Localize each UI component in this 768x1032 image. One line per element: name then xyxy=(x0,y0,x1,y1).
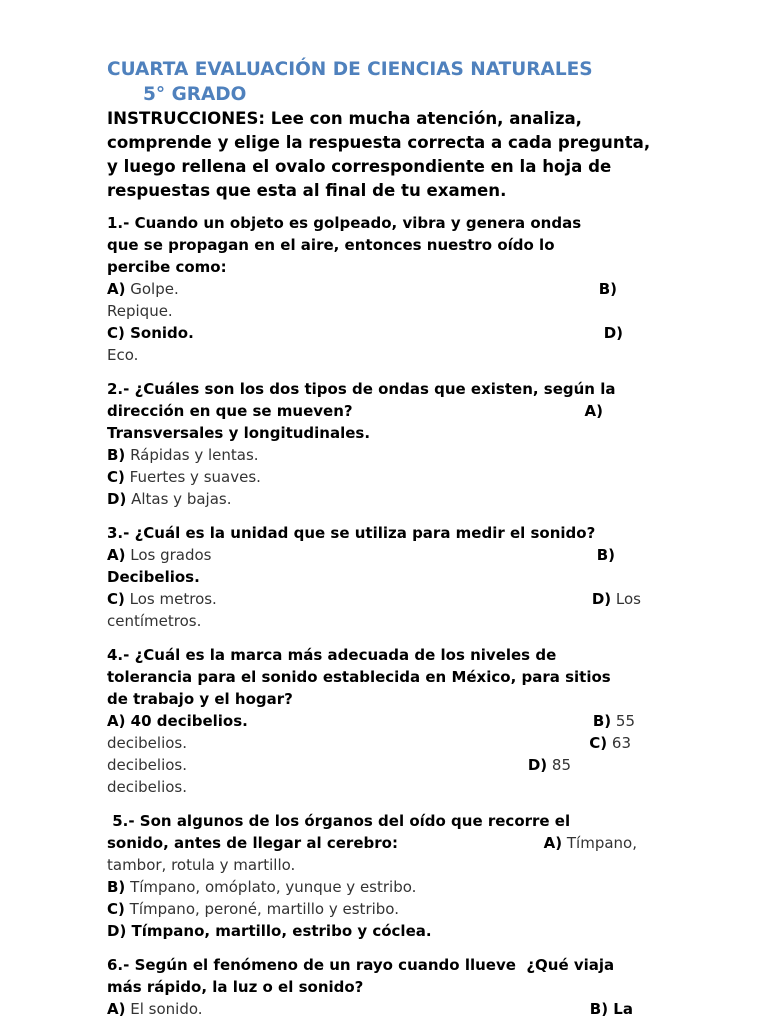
option-b-text[interactable]: Decibelios. xyxy=(107,568,200,586)
question-5-line-2: sonido, antes de llegar al cerebro: xyxy=(107,834,398,852)
exam-title xyxy=(107,56,663,107)
option-d-text: 85 xyxy=(551,756,571,774)
option-a-letter: A) xyxy=(107,280,126,298)
option-row xyxy=(107,732,663,754)
option-row xyxy=(107,400,663,422)
option-c-letter: C) xyxy=(107,590,125,608)
option-a-text: Los grados xyxy=(130,546,212,564)
option-d-unit[interactable]: decibelios. xyxy=(107,778,188,796)
option-d-letter: D) xyxy=(107,490,127,508)
option-b-text: Rápidas y lentas. xyxy=(130,446,259,464)
option-row xyxy=(107,998,663,1020)
option-a-text-cont[interactable]: tambor, rotula y martillo. xyxy=(107,856,296,874)
question-5 xyxy=(107,810,663,942)
question-6-line-2: más rápido, la luz o el sonido? xyxy=(107,978,364,996)
question-6 xyxy=(107,954,663,1020)
option-a-letter: A) xyxy=(543,834,563,852)
option-a-letter[interactable]: A) xyxy=(584,402,603,420)
option-b-letter: B) xyxy=(107,878,126,896)
option-a-text: Golpe. xyxy=(130,280,179,298)
option-d-letter: D) xyxy=(591,590,612,608)
option-b-text[interactable]: Repique. xyxy=(107,302,173,320)
option-c-text: Sonido. xyxy=(130,324,194,342)
option-c-unit[interactable]: decibelios. xyxy=(107,756,188,774)
option-a-letter: A) xyxy=(107,1000,126,1018)
question-1-line-1: 1.- Cuando un objeto es golpeado, vibra y genera ondas xyxy=(107,214,582,232)
option-b-letter[interactable]: B) xyxy=(596,546,615,564)
exam-page xyxy=(107,56,663,1032)
option-b[interactable] xyxy=(593,710,635,732)
option-c-letter: C) xyxy=(589,734,608,752)
option-c[interactable] xyxy=(107,898,663,920)
question-4 xyxy=(107,644,663,798)
option-d-letter: D) xyxy=(527,756,548,774)
question-4-line-2: tolerancia para el sonido establecida en México, para sitios xyxy=(107,668,611,686)
option-a[interactable] xyxy=(544,832,637,854)
option-c[interactable] xyxy=(589,732,631,754)
option-d[interactable] xyxy=(592,588,641,610)
option-c-letter: C) xyxy=(107,468,125,486)
option-b-letter: B) xyxy=(592,712,612,730)
question-1 xyxy=(107,212,663,366)
option-c-text: Tímpano, peroné, martillo y estribo. xyxy=(129,900,399,918)
option-d[interactable] xyxy=(528,754,571,776)
option-a[interactable] xyxy=(107,998,203,1020)
question-2-line-2: dirección en que se mueven? xyxy=(107,402,353,420)
option-d-text-cont[interactable]: centímetros. xyxy=(107,612,202,630)
question-3-line-1: 3.- ¿Cuál es la unidad que se utiliza para medir el sonido? xyxy=(107,524,596,542)
option-b-unit[interactable]: decibelios. xyxy=(107,734,188,752)
option-d-text: Los xyxy=(615,590,641,608)
title-line-2: 5° GRADO xyxy=(143,84,247,105)
option-row xyxy=(107,544,663,566)
option-row xyxy=(107,832,663,854)
option-c[interactable] xyxy=(107,322,194,344)
title-line-1: CUARTA EVALUACIÓN DE CIENCIAS NATURALES xyxy=(107,59,593,80)
option-b[interactable] xyxy=(107,876,663,898)
question-3 xyxy=(107,522,663,632)
question-6-line-1: 6.- Según el fenómeno de un rayo cuando llueve ¿Qué viaja xyxy=(107,956,615,974)
option-row xyxy=(107,710,663,732)
option-b-text: 55 xyxy=(615,712,635,730)
option-c-text: Los metros. xyxy=(129,590,217,608)
option-a-letter: A) xyxy=(107,546,126,564)
option-d-text[interactable]: Eco. xyxy=(107,346,139,364)
option-d-text: Altas y bajas. xyxy=(131,490,232,508)
option-a[interactable] xyxy=(107,544,212,566)
option-b[interactable] xyxy=(107,444,663,466)
option-c-text: 63 xyxy=(611,734,631,752)
option-a[interactable]: A) 40 decibelios. xyxy=(107,712,248,730)
question-1-line-3: percibe como: xyxy=(107,258,227,276)
option-b-text: Tímpano, omóplato, yunque y estribo. xyxy=(130,878,417,896)
option-a-text[interactable]: Transversales y longitudinales. xyxy=(107,424,371,442)
option-c-letter: C) xyxy=(107,324,125,342)
option-d[interactable]: D) Tímpano, martillo, estribo y cóclea. xyxy=(107,922,432,940)
question-2-line-1: 2.- ¿Cuáles son los dos tipos de ondas que existen, según la xyxy=(107,380,616,398)
question-5-line-1: 5.- Son algunos de los órganos del oído que recorre el xyxy=(107,812,571,830)
option-c-text: Fuertes y suaves. xyxy=(129,468,261,486)
option-row xyxy=(107,322,663,344)
option-a[interactable] xyxy=(107,278,179,300)
option-c[interactable] xyxy=(107,588,217,610)
option-b-letter[interactable]: B) xyxy=(598,280,617,298)
option-d-letter[interactable]: D) xyxy=(603,324,623,342)
option-d[interactable] xyxy=(107,488,663,510)
option-c-letter: C) xyxy=(107,900,125,918)
question-4-line-3: de trabajo y el hogar? xyxy=(107,690,293,708)
option-row xyxy=(107,588,663,610)
question-4-line-1: 4.- ¿Cuál es la marca más adecuada de los niveles de xyxy=(107,646,557,664)
option-b[interactable]: B) La xyxy=(589,1000,633,1018)
option-row xyxy=(107,754,663,776)
option-c[interactable] xyxy=(107,466,663,488)
question-2 xyxy=(107,378,663,510)
instructions: INSTRUCCIONES: Lee con mucha atención, analiza, comprende y elige la respuesta correcta a cada pregunta, y luego rellena el ovalo correspondiente en la hoja de respuestas que esta al final de tu examen. xyxy=(107,109,651,200)
option-b-letter: B) xyxy=(107,446,126,464)
option-a-text: Tímpano, xyxy=(566,834,637,852)
option-a-text: El sonido. xyxy=(130,1000,203,1018)
question-1-line-2: que se propagan en el aire, entonces nuestro oído lo xyxy=(107,236,555,254)
option-row xyxy=(107,278,663,300)
